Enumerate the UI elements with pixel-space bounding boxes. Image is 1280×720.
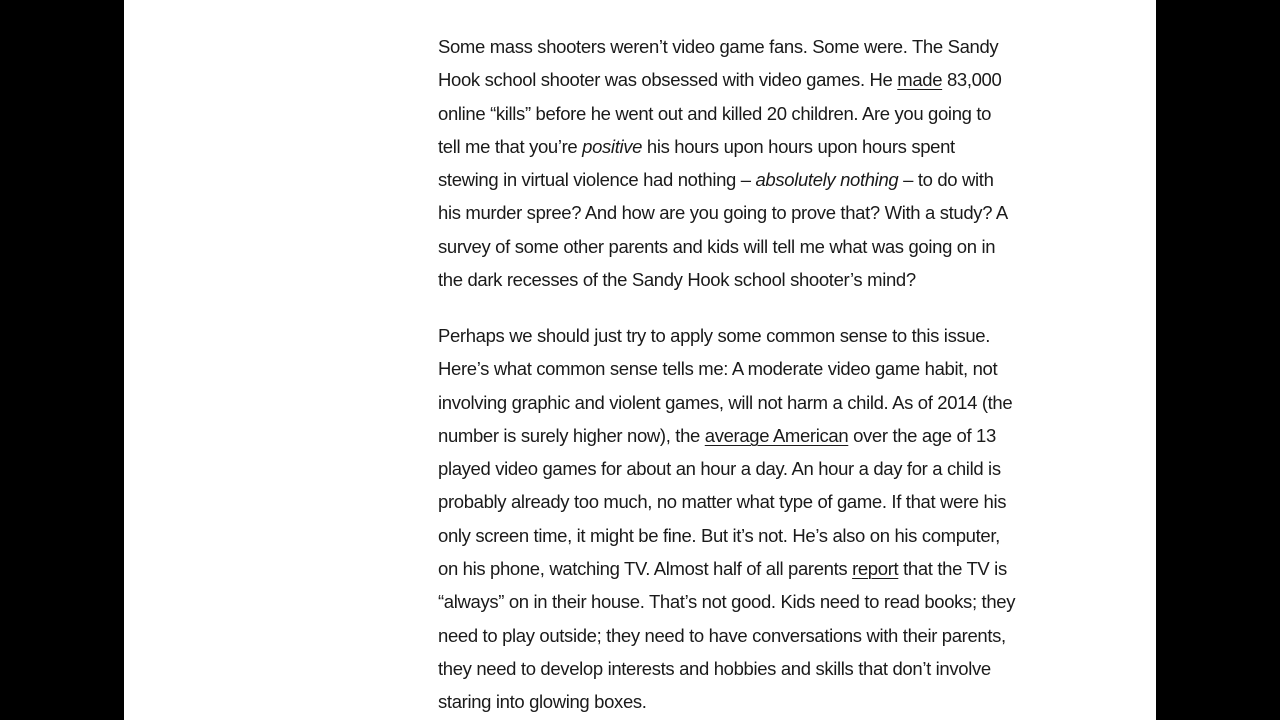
- text-line: [438, 97, 1088, 130]
- emphasis-text: absolutely nothing: [755, 169, 899, 191]
- line-text: only screen time, it might be fine. But it’s not. He’s also on his computer,: [438, 524, 1000, 546]
- line-text: need to play outside; they need to have conversations with their parents,: [438, 624, 1006, 646]
- line-text: Some mass shooters weren’t video game fans. Some were. The Sandy: [438, 36, 999, 57]
- text-line: [438, 519, 1088, 552]
- text-line: [438, 452, 1088, 485]
- text-line: [438, 30, 1088, 63]
- line-text: number is surely higher now), the: [438, 424, 705, 446]
- line-text: Here’s what common sense tells me: A moderate video game habit, not: [438, 358, 998, 380]
- line-text: “always” on in their house. That’s not good. Kids need to read books; they: [438, 591, 1016, 613]
- text-line: [438, 685, 1088, 718]
- line-text: Hook school shooter was obsessed with video games. He: [438, 69, 898, 91]
- article-paragraph: [438, 319, 1088, 719]
- line-text: probably already too much, no matter what type of game. If that were his: [438, 491, 1007, 513]
- line-text: that the TV is: [898, 558, 1007, 580]
- article-page: [124, 0, 1156, 720]
- text-line: [438, 419, 1088, 452]
- line-text: 83,000: [942, 69, 1002, 91]
- line-text: his murder spree? And how are you going to prove that? With a study? A: [438, 202, 1008, 224]
- text-line: [438, 585, 1088, 618]
- inline-link[interactable]: report: [852, 558, 899, 580]
- inline-link[interactable]: made: [897, 69, 943, 91]
- line-text: Perhaps we should just try to apply some common sense to this issue.: [438, 324, 991, 346]
- text-line: [438, 130, 1088, 163]
- line-text: staring into glowing boxes.: [438, 691, 647, 713]
- line-text: on his phone, watching TV. Almost half of all parents: [438, 558, 853, 580]
- text-line: [438, 163, 1088, 196]
- line-text: played video games for about an hour a day. An hour a day for a child is: [438, 458, 1001, 480]
- paragraph-gap: [438, 296, 1088, 319]
- text-line: [438, 352, 1088, 385]
- article-body: [438, 30, 1088, 719]
- line-text: the dark recesses of the Sandy Hook school shooter’s mind?: [438, 269, 916, 291]
- line-text: – to do with: [898, 169, 994, 191]
- inline-link[interactable]: average American: [704, 424, 849, 446]
- text-line: [438, 485, 1088, 518]
- text-line: [438, 263, 1088, 296]
- line-text: his hours upon hours upon hours spent: [642, 135, 955, 157]
- line-text: survey of some other parents and kids will tell me what was going on in: [438, 235, 996, 257]
- text-line: [438, 552, 1088, 585]
- emphasis-text: positive: [582, 135, 643, 157]
- line-text: tell me that you’re: [438, 135, 583, 157]
- line-text: online “kills” before he went out and killed 20 children. Are you going to: [438, 102, 992, 124]
- text-line: [438, 196, 1088, 229]
- text-line: [438, 652, 1088, 685]
- text-line: [438, 63, 1088, 96]
- line-text: they need to develop interests and hobbies and skills that don’t involve: [438, 657, 991, 679]
- text-line: [438, 619, 1088, 652]
- cropped-link-glyph: [721, 0, 731, 4]
- line-text: over the age of 13: [848, 424, 996, 446]
- text-line: [438, 386, 1088, 419]
- text-line: [438, 230, 1088, 263]
- line-text: involving graphic and violent games, will not harm a child. As of 2014 (the: [438, 391, 1013, 413]
- article-paragraph: [438, 30, 1088, 296]
- line-text: stewing in virtual violence had nothing –: [438, 169, 756, 191]
- text-line: [438, 319, 1088, 352]
